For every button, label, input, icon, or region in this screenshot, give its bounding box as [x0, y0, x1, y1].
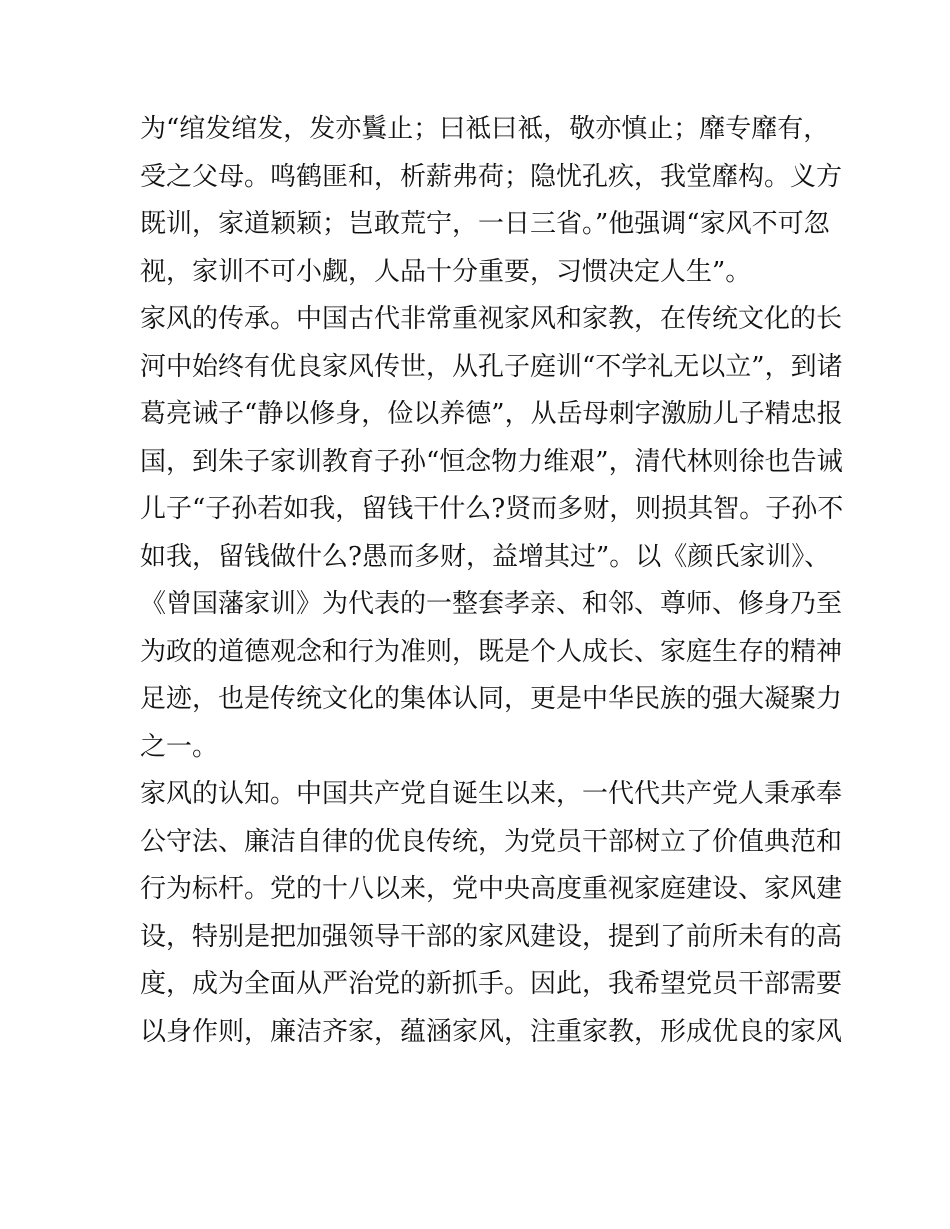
text-line: 受之父母。鸣鹤匪和，析薪弗荷；隐忧孔疚，我堂靡构。义方	[140, 161, 843, 192]
text-line: 公守法、廉洁自律的优良传统，为党员干部树立了价值典范和	[140, 826, 843, 857]
text-line: 河中始终有优良家风传世，从孔子庭训“不学礼无以立”，到诸	[140, 351, 843, 382]
text-line: 为政的道德观念和行为准则，既是个人成长、家庭生存的精神	[140, 636, 843, 667]
text-line: 既训，家道颖颖；岂敢荒宁，一日三省。”他强调“家风不可忽	[140, 209, 830, 239]
text-line: 如我，留钱做什么?愚而多财，益增其过”。以《颜氏家训》、	[140, 541, 831, 572]
text-line: 足迹，也是传统文化的集体认同，更是中华民族的强大凝聚力	[140, 684, 843, 714]
text-line: 家风的传承。中国古代非常重视家风和家教，在传统文化的长	[140, 304, 843, 334]
text-line: 行为标杆。党的十八以来，党中央高度重视家庭建设、家风建	[140, 874, 843, 904]
text-line: 《曾国藩家训》为代表的一整套孝亲、和邻、尊师、修身乃至	[140, 589, 843, 619]
text-line: 设，特别是把加强领导干部的家风建设，提到了前所未有的高	[140, 921, 843, 952]
text-line: 国，到朱子家训教育子孙“恒念物力维艰”，清代林则徐也告诫	[140, 446, 843, 477]
text-line: 之一。	[140, 731, 219, 762]
document-body	[140, 106, 844, 1056]
text-line: 以身作则，廉洁齐家，蕴涵家风，注重家教，形成优良的家风	[140, 1016, 843, 1047]
text-line: 度，成为全面从严治党的新抓手。因此，我希望党员干部需要	[140, 969, 843, 999]
text-line: 葛亮诫子“静以修身，俭以养德”，从岳母刺字激励儿子精忠报	[140, 399, 843, 429]
text-line: 视，家训不可小觑，人品十分重要，习惯决定人生”。	[140, 256, 752, 287]
text-line: 为“绾发绾发，发亦鬒止；曰袛曰袛，敬亦慎止；靡专靡有，	[140, 114, 830, 144]
text-line: 儿子“子孙若如我，留钱干什么?贤而多财，则损其智。子孙不	[140, 494, 844, 524]
text-line: 家风的认知。中国共产党自诞生以来，一代代共产党人秉承奉	[140, 779, 843, 809]
